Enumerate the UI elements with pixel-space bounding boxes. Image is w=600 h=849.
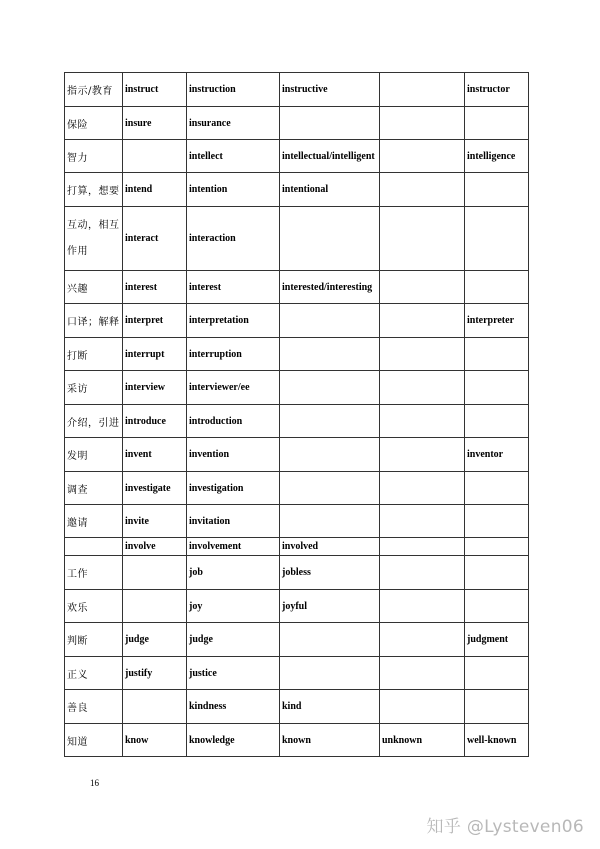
verb-cell: involve bbox=[123, 538, 187, 556]
table-row bbox=[65, 207, 529, 271]
noun-cell: introduction bbox=[187, 405, 280, 438]
table-row bbox=[65, 271, 529, 304]
derived-noun-cell: judgment bbox=[465, 623, 529, 657]
verb-cell: invite bbox=[123, 505, 187, 538]
antonym-cell bbox=[380, 657, 465, 690]
antonym-cell bbox=[380, 73, 465, 107]
antonym-cell bbox=[380, 207, 465, 271]
noun-cell: judge bbox=[187, 623, 280, 657]
antonym-cell bbox=[380, 173, 465, 207]
derived-noun-cell: intelligence bbox=[465, 140, 529, 173]
derived-noun-cell bbox=[465, 371, 529, 405]
table-row bbox=[65, 724, 529, 757]
derived-noun-cell bbox=[465, 505, 529, 538]
adjective-cell: involved bbox=[280, 538, 380, 556]
chinese-meaning-cell: 调查 bbox=[65, 472, 123, 505]
adjective-cell: jobless bbox=[280, 556, 380, 590]
watermark: 知乎 @Lysteven06 bbox=[426, 817, 584, 837]
antonym-cell bbox=[380, 405, 465, 438]
verb-cell: introduce bbox=[123, 405, 187, 438]
chinese-meaning-cell: 打算，想要 bbox=[65, 173, 123, 207]
noun-cell: interpretation bbox=[187, 304, 280, 338]
verb-cell: instruct bbox=[123, 73, 187, 107]
adjective-cell bbox=[280, 505, 380, 538]
adjective-cell: interested/interesting bbox=[280, 271, 380, 304]
noun-cell: interruption bbox=[187, 338, 280, 371]
verb-cell: investigate bbox=[123, 472, 187, 505]
vocabulary-table-body bbox=[65, 73, 529, 757]
derived-noun-cell: well-known bbox=[465, 724, 529, 757]
antonym-cell bbox=[380, 140, 465, 173]
verb-cell: judge bbox=[123, 623, 187, 657]
derived-noun-cell bbox=[465, 338, 529, 371]
adjective-cell: intentional bbox=[280, 173, 380, 207]
table-row bbox=[65, 590, 529, 623]
page-number: 16 bbox=[90, 778, 99, 788]
verb-cell bbox=[123, 590, 187, 623]
chinese-meaning-cell: 邀请 bbox=[65, 505, 123, 538]
derived-noun-cell bbox=[465, 472, 529, 505]
adjective-cell bbox=[280, 207, 380, 271]
adjective-cell: intellectual/intelligent bbox=[280, 140, 380, 173]
chinese-meaning-cell: 介绍，引进 bbox=[65, 405, 123, 438]
adjective-cell bbox=[280, 657, 380, 690]
table-row bbox=[65, 173, 529, 207]
derived-noun-cell bbox=[465, 207, 529, 271]
noun-cell: job bbox=[187, 556, 280, 590]
noun-cell: knowledge bbox=[187, 724, 280, 757]
antonym-cell bbox=[380, 107, 465, 140]
verb-cell: interpret bbox=[123, 304, 187, 338]
table-row bbox=[65, 657, 529, 690]
antonym-cell bbox=[380, 538, 465, 556]
verb-cell: know bbox=[123, 724, 187, 757]
table-row bbox=[65, 472, 529, 505]
chinese-meaning-cell: 欢乐 bbox=[65, 590, 123, 623]
antonym-cell bbox=[380, 472, 465, 505]
table-row bbox=[65, 505, 529, 538]
chinese-meaning-cell: 口译；解释 bbox=[65, 304, 123, 338]
derived-noun-cell bbox=[465, 271, 529, 304]
noun-cell: interest bbox=[187, 271, 280, 304]
noun-cell: involvement bbox=[187, 538, 280, 556]
table-row bbox=[65, 304, 529, 338]
antonym-cell bbox=[380, 590, 465, 623]
table-row bbox=[65, 140, 529, 173]
chinese-meaning-cell: 打断 bbox=[65, 338, 123, 371]
adjective-cell bbox=[280, 472, 380, 505]
noun-cell: investigation bbox=[187, 472, 280, 505]
noun-cell: insurance bbox=[187, 107, 280, 140]
verb-cell: interact bbox=[123, 207, 187, 271]
chinese-meaning-cell bbox=[65, 538, 123, 556]
noun-cell: intellect bbox=[187, 140, 280, 173]
verb-cell: justify bbox=[123, 657, 187, 690]
adjective-cell bbox=[280, 107, 380, 140]
adjective-cell bbox=[280, 438, 380, 472]
verb-cell: insure bbox=[123, 107, 187, 140]
table-row bbox=[65, 73, 529, 107]
chinese-meaning-cell: 善良 bbox=[65, 690, 123, 724]
verb-cell: intend bbox=[123, 173, 187, 207]
antonym-cell bbox=[380, 338, 465, 371]
noun-cell: kindness bbox=[187, 690, 280, 724]
adjective-cell bbox=[280, 304, 380, 338]
derived-noun-cell bbox=[465, 690, 529, 724]
antonym-cell bbox=[380, 271, 465, 304]
derived-noun-cell bbox=[465, 405, 529, 438]
adjective-cell: kind bbox=[280, 690, 380, 724]
adjective-cell: joyful bbox=[280, 590, 380, 623]
noun-cell: invitation bbox=[187, 505, 280, 538]
table-row bbox=[65, 538, 529, 556]
table-row bbox=[65, 623, 529, 657]
antonym-cell bbox=[380, 304, 465, 338]
adjective-cell bbox=[280, 371, 380, 405]
adjective-cell bbox=[280, 623, 380, 657]
antonym-cell bbox=[380, 556, 465, 590]
noun-cell: instruction bbox=[187, 73, 280, 107]
derived-noun-cell: interpreter bbox=[465, 304, 529, 338]
vocabulary-table bbox=[64, 72, 529, 757]
chinese-meaning-cell: 工作 bbox=[65, 556, 123, 590]
chinese-meaning-cell: 智力 bbox=[65, 140, 123, 173]
antonym-cell bbox=[380, 438, 465, 472]
noun-cell: interaction bbox=[187, 207, 280, 271]
table-row bbox=[65, 438, 529, 472]
table-row bbox=[65, 371, 529, 405]
adjective-cell: instructive bbox=[280, 73, 380, 107]
noun-cell: justice bbox=[187, 657, 280, 690]
verb-cell bbox=[123, 556, 187, 590]
verb-cell: interrupt bbox=[123, 338, 187, 371]
chinese-meaning-cell: 正义 bbox=[65, 657, 123, 690]
verb-cell: interview bbox=[123, 371, 187, 405]
chinese-meaning-cell: 发明 bbox=[65, 438, 123, 472]
chinese-meaning-cell: 指示/教育 bbox=[65, 73, 123, 107]
chinese-meaning-cell: 判断 bbox=[65, 623, 123, 657]
adjective-cell bbox=[280, 405, 380, 438]
table-row bbox=[65, 556, 529, 590]
chinese-meaning-cell: 兴趣 bbox=[65, 271, 123, 304]
derived-noun-cell bbox=[465, 556, 529, 590]
antonym-cell bbox=[380, 623, 465, 657]
antonym-cell: unknown bbox=[380, 724, 465, 757]
table-row bbox=[65, 338, 529, 371]
antonym-cell bbox=[380, 371, 465, 405]
table-row bbox=[65, 405, 529, 438]
noun-cell: joy bbox=[187, 590, 280, 623]
derived-noun-cell bbox=[465, 173, 529, 207]
derived-noun-cell bbox=[465, 657, 529, 690]
verb-cell bbox=[123, 140, 187, 173]
noun-cell: intention bbox=[187, 173, 280, 207]
chinese-meaning-cell: 知道 bbox=[65, 724, 123, 757]
verb-cell: invent bbox=[123, 438, 187, 472]
adjective-cell bbox=[280, 338, 380, 371]
derived-noun-cell bbox=[465, 538, 529, 556]
derived-noun-cell bbox=[465, 107, 529, 140]
derived-noun-cell bbox=[465, 590, 529, 623]
table-row bbox=[65, 107, 529, 140]
chinese-meaning-cell: 采访 bbox=[65, 371, 123, 405]
verb-cell: interest bbox=[123, 271, 187, 304]
antonym-cell bbox=[380, 505, 465, 538]
derived-noun-cell: inventor bbox=[465, 438, 529, 472]
verb-cell bbox=[123, 690, 187, 724]
table-row bbox=[65, 690, 529, 724]
adjective-cell: known bbox=[280, 724, 380, 757]
chinese-meaning-cell: 保险 bbox=[65, 107, 123, 140]
chinese-meaning-cell: 互动，相互 作用 bbox=[65, 207, 123, 271]
antonym-cell bbox=[380, 690, 465, 724]
derived-noun-cell: instructor bbox=[465, 73, 529, 107]
noun-cell: interviewer/ee bbox=[187, 371, 280, 405]
noun-cell: invention bbox=[187, 438, 280, 472]
